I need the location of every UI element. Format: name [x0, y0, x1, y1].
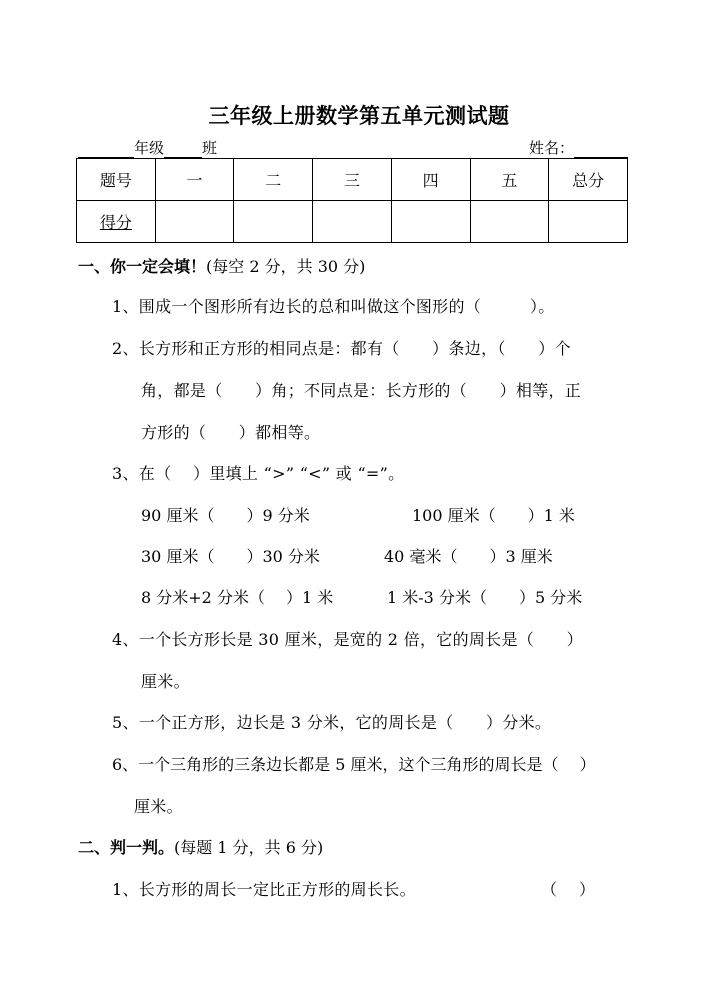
score-header-cell: 五	[470, 159, 549, 201]
score-header-cell: 题号	[77, 159, 156, 201]
compare-item: 8 分米+2 分米（ ）1 米	[141, 588, 334, 607]
question-1-1: 1、围成一个图形所有边长的总和叫做这个图形的（ ）。	[112, 297, 555, 316]
question-1-6-line1: 6、一个三角形的三条边长都是 5 厘米，这个三角形的周长是（ ）	[112, 755, 596, 774]
score-cell[interactable]	[549, 201, 628, 243]
section-1-heading	[78, 254, 365, 277]
compare-item: 40 毫米（ ）3 厘米	[384, 547, 553, 566]
section-1-title: 一、你一定会填！	[78, 257, 207, 276]
class-label: 班	[202, 139, 218, 157]
question-1-4-line2: 厘米。	[141, 672, 190, 691]
section-2-note: (每题 1 分，共 6 分)	[174, 838, 324, 857]
question-1-2-line3: 方形的（ ）都相等。	[141, 423, 321, 442]
section-2-heading	[78, 835, 323, 858]
compare-item: 30 厘米（ ）30 分米	[141, 547, 320, 566]
question-1-4-line1: 4、一个长方形长是 30 厘米，是宽的 2 倍，它的周长是（ ）	[112, 630, 583, 649]
name-field	[529, 137, 628, 158]
name-blank[interactable]	[574, 141, 628, 158]
question-1-2-line2: 角，都是（ ）角；不同点是：长方形的（ ）相等，正	[141, 381, 582, 400]
score-cell[interactable]	[234, 201, 313, 243]
section-2-title: 二、判一判。	[78, 838, 175, 857]
question-2-1: 1、长方形的周长一定比正方形的周长长。	[112, 880, 416, 899]
score-header-cell: 总分	[549, 159, 628, 201]
score-header-cell: 三	[313, 159, 392, 201]
student-info-line	[78, 137, 628, 159]
score-cell[interactable]	[155, 201, 234, 243]
score-header-cell: 四	[391, 159, 470, 201]
score-row-label: 得分	[77, 201, 156, 243]
score-cell[interactable]	[391, 201, 470, 243]
score-header-cell: 二	[234, 159, 313, 201]
compare-item: 1 米-3 分米（ ）5 分米	[387, 588, 583, 607]
score-cell[interactable]	[313, 201, 392, 243]
compare-item: 100 厘米（ ）1 米	[412, 506, 575, 525]
page-title: 三年级上册数学第五单元测试题	[208, 103, 510, 128]
score-table	[76, 158, 628, 243]
grade-label: 年级	[134, 139, 165, 157]
question-1-2-line1: 2、长方形和正方形的相同点是：都有（ ）条边，（ ）个	[112, 339, 571, 358]
name-label: 姓名：	[528, 139, 574, 157]
section-1-note: (每空 2 分，共 30 分)	[206, 257, 366, 276]
score-table-header-row	[77, 159, 628, 201]
grade-blank[interactable]	[78, 141, 134, 158]
score-table-score-row	[77, 201, 628, 243]
class-blank[interactable]	[164, 141, 202, 158]
question-1-3: 3、在（ ）里填上 “>” “<” 或 “=”。	[112, 464, 405, 483]
score-header-cell: 一	[155, 159, 234, 201]
compare-item: 90 厘米（ ）9 分米	[141, 506, 310, 525]
question-2-1-answer-paren[interactable]: （ ）	[541, 880, 596, 899]
question-1-5: 5、一个正方形，边长是 3 分米，它的周长是（ ）分米。	[112, 713, 552, 732]
score-cell[interactable]	[470, 201, 549, 243]
question-1-6-line2: 厘米。	[134, 797, 183, 816]
